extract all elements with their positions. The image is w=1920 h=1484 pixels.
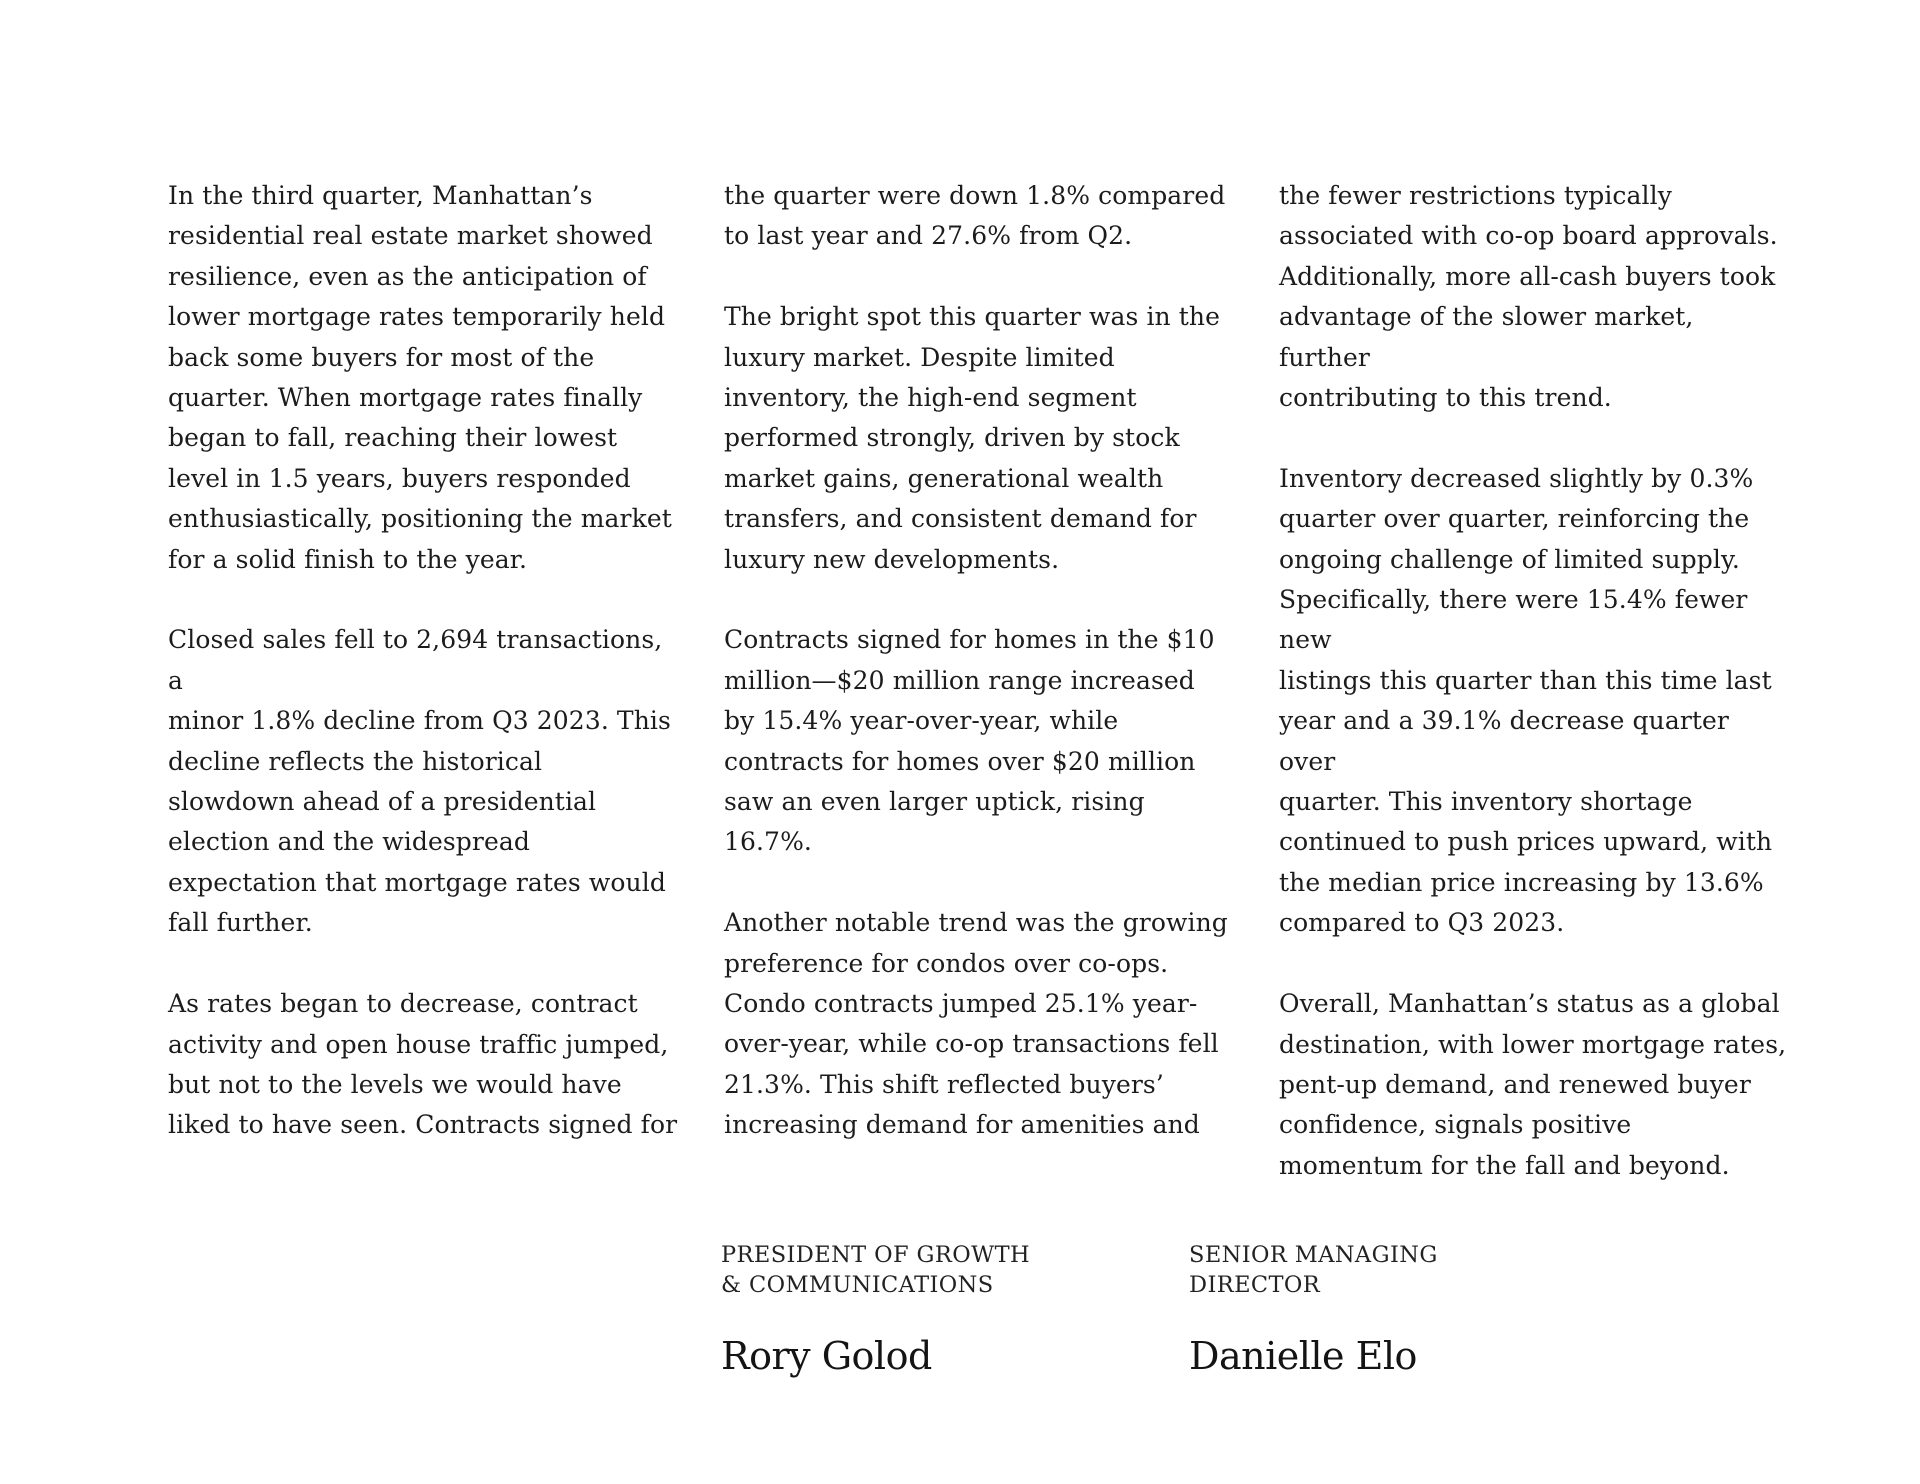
paragraph: Contracts signed for homes in the $10 million—$20 million range increased by 15.4% year-over-year, while contracts for homes over $20 million saw an even larger uptick, rising 16.7%. <box>724 625 1215 857</box>
signature-title: PRESIDENT OF GROWTH & COMMUNICATIONS <box>721 1242 1031 1298</box>
article-body <box>168 176 1787 1180</box>
signature-name: Rory Golod <box>721 1334 932 1378</box>
paragraph: Another notable trend was the growing preference for condos over co-ops. Condo contracts jumped 25.1% year- over-year, while co-op transactions fell 21.3%. This shift reflected buyers’ increasing demand for amenities and <box>724 908 1228 1140</box>
paragraph: the quarter were down 1.8% compared to last year and 27.6% from Q2. <box>724 181 1226 251</box>
paragraph: Closed sales fell to 2,694 transactions, a minor 1.8% decline from Q3 2023. This decline reflects the historical slowdown ahead of a presidential election and the widespread expectation that mortgage rates would fall further. <box>168 625 671 938</box>
paragraph: Inventory decreased slightly by 0.3% quarter over quarter, reinforcing the ongoing challenge of limited supply. Specifically, there were 15.4% fewer new listings this quarter than this time last year and a 39.1% decrease quarter over quarter. This inventory shortage continued to push prices upward, with the median price increasing by 13.6% compared to Q3 2023. <box>1279 463 1773 938</box>
paragraph: The bright spot this quarter was in the luxury market. Despite limited inventory, the high-end segment performed strongly, driven by stock market gains, generational wealth transfers, and consistent demand for luxury new developments. <box>724 302 1221 574</box>
signature-title: SENIOR MANAGING DIRECTOR <box>1189 1242 1438 1298</box>
signature-block-director <box>1189 1240 1609 1380</box>
text-column-1 <box>168 176 678 1146</box>
paragraph: In the third quarter, Manhattan’s residential real estate market showed resilience, even as the anticipation of lower mortgage rates temporarily held back some buyers for most of the quarter. When mortgage rates finally began to fall, reaching their lowest level in 1.5 years, buyers responded enthusiastically, positioning the market for a solid finish to the year. <box>168 181 672 574</box>
paragraph: As rates began to decrease, contract activity and open house traffic jumped, but not to the levels we would have liked to have seen. Contracts signed for <box>168 989 678 1140</box>
text-column-2 <box>724 176 1234 1146</box>
text-column-3 <box>1279 176 1789 1186</box>
paragraph: the fewer restrictions typically associated with co-op board approvals. Additionally, more all-cash buyers took advantage of the slower market, further contributing to this trend. <box>1279 181 1778 413</box>
signature-block-president <box>721 1240 1141 1380</box>
signature-name: Danielle Elo <box>1189 1334 1417 1378</box>
paragraph: Overall, Manhattan’s status as a global destination, with lower mortgage rates, pent-up demand, and renewed buyer confidence, signals positive momentum for the fall and beyond. <box>1279 989 1787 1180</box>
